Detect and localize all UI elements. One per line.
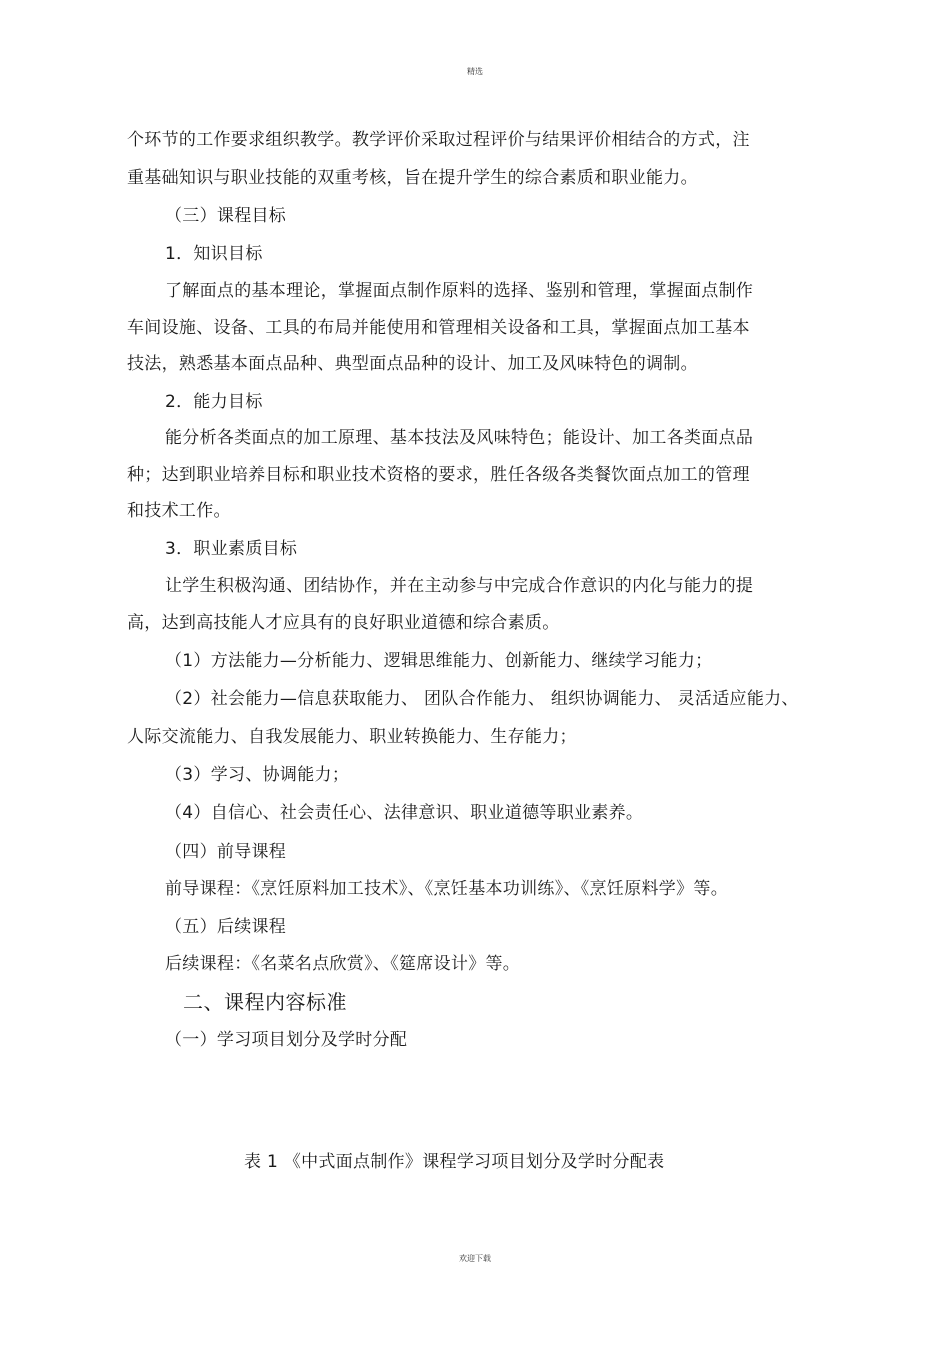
list-item: （1）方法能力—分析能力、逻辑思维能力、创新能力、继续学习能力； [165, 651, 713, 671]
body-line: 技法，熟悉基本面点品种、典型面点品种的设计、加工及风味特色的调制。 [127, 354, 698, 374]
list-item-continued: 人际交流能力、自我发展能力、职业转换能力、生存能力； [127, 727, 577, 747]
body-line: 后续课程：《名菜名点欣赏》、《筵席设计》等。 [165, 954, 521, 974]
body-line: 重基础知识与职业技能的双重考核，旨在提升学生的综合素质和职业能力。 [127, 168, 698, 188]
page-header: 精选 [467, 67, 483, 76]
chapter-heading: 二、课程内容标准 [183, 990, 347, 1014]
body-line: 种；达到职业培养目标和职业技术资格的要求，胜任各级各类餐饮面点加工的管理 [127, 465, 750, 485]
section-heading: （五）后续课程 [165, 917, 287, 937]
body-line: 能分析各类面点的加工原理、基本技法及风味特色；能设计、加工各类面点品 [165, 428, 754, 448]
body-line: 车间设施、设备、工具的布局并能使用和管理相关设备和工具，掌握面点加工基本 [127, 318, 750, 338]
body-line: 高，达到高技能人才应具有的良好职业道德和综合素质。 [127, 613, 560, 633]
list-item: （4）自信心、社会责任心、法律意识、职业道德等职业素养。 [165, 803, 644, 823]
section-heading: （三）课程目标 [165, 206, 287, 226]
section-heading: （四）前导课程 [165, 842, 287, 862]
table-caption: 表 1 《中式面点制作》课程学习项目划分及学时分配表 [244, 1152, 665, 1172]
body-line: 个环节的工作要求组织教学。教学评价采取过程评价与结果评价相结合的方式，注 [127, 130, 750, 150]
section-heading: （一）学习项目划分及学时分配 [165, 1030, 408, 1050]
body-line: 让学生积极沟通、团结协作，并在主动参与中完成合作意识的内化与能力的提 [165, 576, 754, 596]
page-footer: 欢迎下载 [459, 1254, 491, 1263]
subsection-heading: 2．能力目标 [165, 392, 263, 412]
list-item: （3）学习、协调能力； [165, 765, 350, 785]
subsection-heading: 3．职业素质目标 [165, 539, 298, 559]
body-line: 和技术工作。 [127, 501, 231, 521]
body-line: 前导课程：《烹饪原料加工技术》、《烹饪基本功训练》、《烹饪原料学》等。 [165, 879, 728, 899]
body-line: 了解面点的基本理论，掌握面点制作原料的选择、鉴别和管理，掌握面点制作 [165, 281, 754, 301]
subsection-heading: 1．知识目标 [165, 244, 263, 264]
list-item: （2）社会能力—信息获取能力、 团队合作能力、 组织协调能力、 灵活适应能力、 [165, 689, 799, 709]
